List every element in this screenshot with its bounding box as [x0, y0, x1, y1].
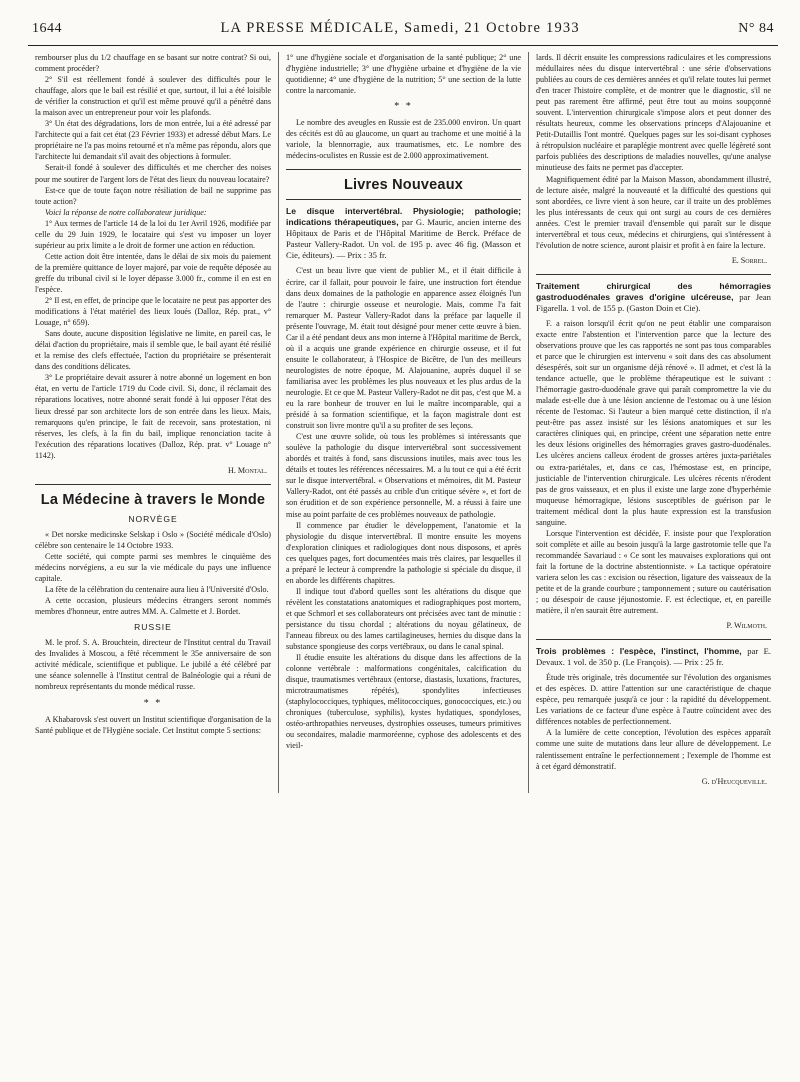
columns — [28, 52, 778, 793]
issue-number: N° 84 — [738, 21, 774, 36]
book-heading — [286, 206, 521, 261]
book-heading — [536, 646, 771, 668]
book-title: Le disque intervertébral. Physiologie; pathologie; indications thérapeutiques, — [286, 206, 521, 228]
paragraph: Serait-il fondé à soulever des difficultés et me chercher des noises pour me soutirer de l'argent lors de l'état des lieux du nouveau locataire? — [35, 163, 271, 184]
section-divider — [35, 484, 271, 485]
review-paragraph: C'est une œuvre solide, où tous les problèmes si intéressants que soulève la pathologie du disque intervertébral sont successivement abordés et traités à fond, sans discussions inutiles, mais avec tous les détails et toutes les références nécessaires. M. a lu tout ce qui a été écrit sur le disque intervertébral. « Observations et mémoires, dit M. Pasteur Vallery-Radot, ont été passés au crible d'un critique sévère », et fort de son érudition et de son expérience personnelle, M. a réussi à faire une mise au point parfaite de ces problèmes nouveaux de pathologie. — [286, 432, 521, 519]
column-2 — [278, 52, 528, 793]
author-signature: G. d'Heucqueville. — [701, 776, 767, 786]
book-title: Traitement chirurgical des hémorragies gastroduodénales graves d'origine ulcéreuse, — [536, 280, 771, 302]
review-paragraph: A la lumière de cette conception, l'évolution des espèces apparaît comme une suite de mutations dans leur allure de développement. Le ralentissement entraîne le perfectionnement ; l'exemple de l'homme est à cet égard démonstratif. — [536, 728, 771, 771]
review-paragraph: lards. Il décrit ensuite les compressions radiculaires et les compressions médullaires nées du disque intervertébral : une série d'observations publiées au cours de ces dernières années et qu'il relate toutes lui permet d'en tracer l'histoire complète, et de montrer que le diagnostic, s'il ne peut pas rarement être affirmé, peut être tout au moins soupçonné souvent. L'intervention chirurgicale s'impose alors et peut donner des résultats heureux, comme les observations princeps d'Alajouanine et Petit-Dutaillis l'ont montré. Quelques pages sur les soi-disant cyphoses à rétropulsion nucléaire et paraplégie montrent avec quelle légèreté sont parfois publiées des descriptions de maladies nouvelles, qu'une analyse minutieuse des faits ne permet pas d'accepter. — [536, 53, 771, 173]
paragraph: 1° Aux termes de l'article 14 de la loi du 1er Avril 1926, modifiée par celle du 29 Juin 1929, le locataire qui s'est vu imposer un loyer supérieur au prix limite a le droit de former une action en réduction. — [35, 218, 271, 250]
news-item: 1° une d'hygiène sociale et d'organisation de la santé publique; 2° une d'hygiène industrielle; 3° une d'hygiène urbaine et d'hygiène de la vie quotidienne; 4° une d'hygiène de la nutrition; 5° une section de la lutte contre la narcomanie. — [286, 53, 521, 96]
book-byline: par Jean Figarella. 1 vol. de 155 p. (Gaston Doin et Cie). — [536, 291, 771, 313]
section-divider — [286, 199, 521, 200]
review-paragraph: F. a raison lorsqu'il écrit qu'on ne peut établir une comparaison exacte entre l'abstention et l'intervention parce que la lecture des observations prouve que les cas rapportés ne sont pas tous comparables et parce que le chirurgien est intervenu « soit dans des cas absolument désespérés, soit sur un organisme déjà rénové ». Il admet, et c'est là la tendance actuelle, que le problème thérapeutique est le suivant : l'hémorragie gastro-duodénale grave qui paraît compromettre la vie du malade est-elle due à une lésion ancienne de l'estomac ou à une lésion récente de l'estomac. Si l'auteur a bien marqué cette distinction, il n'a peut-être pas assez insisté sur les lésions anatomiques et sur les caractères cliniques qui, en principe, créent une séparation nette entre les deux lésions originelles des hémorragies graves gastro-duodénales. Les ulcères anciens calleux érodent de grosses artères juxta-pariétales ou extra-pariétales, et, dans ce cas, l'hémostase est, en principe, justiciable de l'intervention chirurgicale. Les ulcères récents n'érodent pas de gros vaisseaux, et en plus il existe une large zone d'hyperhémie muqueuse hémorragique, lésions susceptibles de guérison par le traitement médical dont la plus haute expression est la transfusion sanguine. — [536, 318, 771, 527]
section-divider — [286, 169, 521, 170]
section-divider — [536, 639, 771, 640]
news-item: A Khabarovsk s'est ouvert un Institut scientifique d'organisation de la Santé publique et de l'Hygiène sociale. Cet Institut compte 5 sections: — [35, 714, 271, 735]
review-paragraph: Il indique tout d'abord quelles sont les altérations du disque que révèlent les constatations anatomiques et radiographiques post mortem, et que Schmorl et ses collaborateurs ont précisées avec tant de minutie : persistance du tissu chordal ; altérations du noyau gélatineux, de l'anneau fibreux ou des lames cartilagineuses, hernies du disque dans la substance spongieuse des corps vertébraux, ou dans le canal spinal. — [286, 586, 521, 652]
book-title: Trois problèmes : l'espèce, l'instinct, l'homme, — [536, 646, 742, 657]
book-byline: par E. Devaux. 1 vol. de 350 p. (Le François). — Prix : 25 fr. — [536, 646, 772, 668]
news-item: Le nombre des aveugles en Russie est de 235.000 environ. Un quart des cécités est dû au glaucome, un quart au trachome et une moitié à la variole, la blennorragie, aux traumatismes, etc. Le nombre des médecins-oculistes en Russie est de 2.000 approximativement. — [286, 118, 521, 161]
paragraph: Sans doute, aucune disposition législative ne limite, en pareil cas, le délai d'action du propriétaire, mais il semble que, le bail ayant été résilié et la remise des clefs effectuée, l'action du propriétaire se présenterait dans des conditions délicates. — [35, 329, 271, 372]
review-paragraph: Étude très originale, très documentée sur l'évolution des organismes et des espèces. D. attire l'attention sur une caractéristique de chaque espèce, peu remarquée jusqu'à ce jour : la rapidité du développement. Les variations de ce facteur d'une espèce à l'autre coïncident avec des différences notables de perfectionnement. — [536, 673, 771, 727]
section-divider — [536, 274, 771, 275]
author-signature: P. Wilmoth. — [726, 621, 767, 631]
paragraph: Est-ce que de toute façon notre résiliation de bail ne supprime pas toute action? — [35, 185, 271, 206]
news-item: Cette société, qui compte parmi ses membres le cinquième des médecins norvégiens, a eu sur la vie médicale du pays une influence capitale. — [35, 551, 271, 584]
column-3 — [528, 52, 778, 793]
review-paragraph: Lorsque l'intervention est décidée, F. insiste pour que l'exploration soit complète et aille au besoin jusqu'à la large gastrotomie telle que l'a recommandée Savariaud : « Ce sont les mauvaises explorations qui ont fait la fortune de la doctrine abstentionniste. » La tactique opératoire variera selon les cas : excision ou résection, ligature des vaisseaux de la petite et de la grande courbure ; tamponnement ; suture ou cautérisation ; ou désespoir de cause jéjunostomie. F. est éclectique, et, en pareille matière, il n'en saurait être autrement. — [536, 528, 771, 616]
news-item: « Det norske medicinske Selskap i Oslo » (Société médicale d'Oslo) célèbre son centenaire le 14 Octobre 1933. — [35, 529, 271, 550]
news-item: M. le prof. S. A. Brouchtein, directeur de l'Institut central du Travail des Invalides à Moscou, a fêté récemment le 35e anniversaire de son activité médicale, scientifique et publique. Le jubilé a été célébré par une séance solennelle à l'Institut central de Balnéologie qui a réuni de nombreux représentants du monde médical russe. — [35, 638, 271, 692]
section-title-books: Livres Nouveaux — [343, 177, 464, 194]
column-1 — [28, 52, 278, 793]
author-signature: E. Sorrel. — [731, 255, 767, 265]
reply-intro: Voici la réponse de notre collaborateur juridique: — [45, 207, 207, 217]
review-paragraph: Magnifiquement édité par la Maison Masson, abondamment illustré, de lecture aisée, malgré la nouveauté et la difficulté des questions qui sont abordées, ce livre vient à son heure, car il traite un des problèmes les plus intéressants de ceux qui ont surgi au cours de ces dernières années. C'est le premier travail d'ensemble qui paraît sur le disque intervertébral et tous ceux, médecins et chirurgiens, qui s'intéressent à l'évolution de notre science, auront plaisir et profit à en faire la lecture. — [536, 174, 771, 250]
journal-title: LA PRESSE MÉDICALE, — [220, 20, 400, 36]
review-paragraph: Il étudie ensuite les altérations du disque dans les affections de la colonne vertébrale : malformations congénitales, calcification du disque, traumatismes vertébraux (entorse, diastasis, luxations, fractures, microtraumatismes répétés), spondylites infectieuses (staphylococciques, typhiques, mélitococciques, gonococciques, etc.) ou chroniques (tuberculose, syphilis), kystes hydatiques, spondyloses, ostéo-arthropathies nerveuses, dystrophies osseuses, tumeurs primitives ou secondaires, maladie marmoréenne, cyphose des adolescents et des vieil- — [286, 653, 521, 751]
paragraph: Cette action doit être intentée, dans le délai de six mois du paiement de la première quittance de loyer majoré, par voie de requête déposée au greffe du tribunal civil si le loyer dépasse 3.000 fr., comme il en est en l'espèce. — [35, 251, 271, 294]
paragraph: 3° Le propriétaire devait assurer à notre abonné un logement en bon état, en vertu de l'article 1719 du Code civil. Si, donc, il réclamait des réparations locatives, notre abonné serait fondé à lui opposer l'état des lieux dressé par son architecte lors de son entrée dans les lieux. Mais, remarquons qu'en principe, le fait de recevoir, sans protestation, ni réserves, les clefs, à la fin du bail, implique renonciation tacite à l'exécution des réparations locatives (Dalloz, Rép. prat. v° Louage n° 1142). — [35, 373, 271, 460]
paragraph: 2° S'il est réellement fondé à soulever des difficultés pour le chauffage, alors que le bail est résilié et que, surtout, il lui a été loisible de vérifier la construction et qu'il est même prouvé qu'il a pénétré dans la maison avec un entrepreneur pour voir les plafonds. — [35, 75, 271, 118]
separator-stars: * * — [143, 697, 163, 709]
paragraph: 3° Un état des dégradations, lors de mon entrée, lui a été adressé par l'architecte qui a fait cet état (23 Février 1933) et adressé début Mars. Le propriétaire ne l'a pas moins retourné et n'a même pas répondu, alors que l'architecte lui demandait s'il avait des objections à formuler. — [35, 119, 271, 162]
book-byline: par G. Mauric, ancien interne des Hôpitaux de Paris et de l'Hôpital Maritime de Berck. Préface de Pasteur Vallery-Radot. Un vol. de 195 p. avec 46 fig. (Masson et Cie, éditeurs). — Prix : 35 fr. — [286, 217, 521, 261]
review-paragraph: Il commence par étudier le développement, l'anatomie et la physiologie du disque intervertébral. Il montre ensuite les moyens d'exploration cliniques et radiologiques dont nous disposons, et après ces quelques pages, fort documentées mais très claires, par lesquelles il a préparé le lecteur à comprendre la pathologie si spéciale du disque, il en aborde les différents chapitres. — [286, 520, 521, 585]
journal-masthead — [220, 20, 579, 37]
issue-date: Samedi, 21 Octobre 1933 — [404, 20, 580, 36]
paragraph: 2° Il est, en effet, de principe que le locataire ne peut pas apporter des modifications à l'état matériel des lieux loués (Dalloz, Rép. prat., v° Louage, n° 659). — [35, 296, 271, 328]
country-heading: NORVÈGE — [128, 513, 178, 524]
review-paragraph: C'est un beau livre que vient de publier M., et il était difficile à écrire, car il fallait, pour pouvoir le faire, une instruction fort étendue dans deux domaines de la pathologie en apparence assez éloignés l'un de l'autre : chirurgie osseuse et neurologie. Mais, comme l'a fait remarquer M. Pasteur Vallery-Radot dans la préface par laquelle il présente l'ouvrage, M. était tout désigné pour mener cette œuvre à bien. Car il a été pendant deux ans mon interne à l'Hôpital maritime de Berck, où il a acquis une grande expérience en chirurgie osseuse, et il fut ensuite le collaborateur, à l'Hospice de Bicêtre, de l'un des meilleurs neurologistes de notre époque, M. Alajouanine, auprès duquel il se familiarisa avec les problèmes les plus nouveaux et les plus ardus de la neurologie. Et ce que M. Pasteur Vallery-Radot ne dit pas, c'est que M. a eu la rare bonheur de trouver en lui le maître incomparable, qui a présidé à sa formation scientifique, et la façon magistrale dont est construit son livre montre qu'il a su profiter de ses leçons. — [286, 266, 521, 431]
separator-stars: * * — [394, 101, 413, 113]
page-header — [28, 20, 778, 46]
author-signature: H. Montal. — [228, 465, 267, 475]
section-title-world: La Médecine à travers le Monde — [40, 491, 266, 508]
news-item: A cette occasion, plusieurs médecins étrangers seront nommés membres d'honneur, entre autres MM. A. Calmette et J. Bordet. — [35, 596, 271, 617]
news-item: La fête de la célébration du centenaire aura lieu à l'Université d'Oslo. — [45, 585, 269, 595]
page-number: 1644 — [32, 21, 62, 36]
country-heading: RUSSIE — [134, 622, 172, 633]
paragraph: rembourser plus du 1/2 chauffage en se basant sur notre contrat? Si oui, comment procéder? — [35, 53, 271, 74]
book-heading — [536, 281, 771, 314]
